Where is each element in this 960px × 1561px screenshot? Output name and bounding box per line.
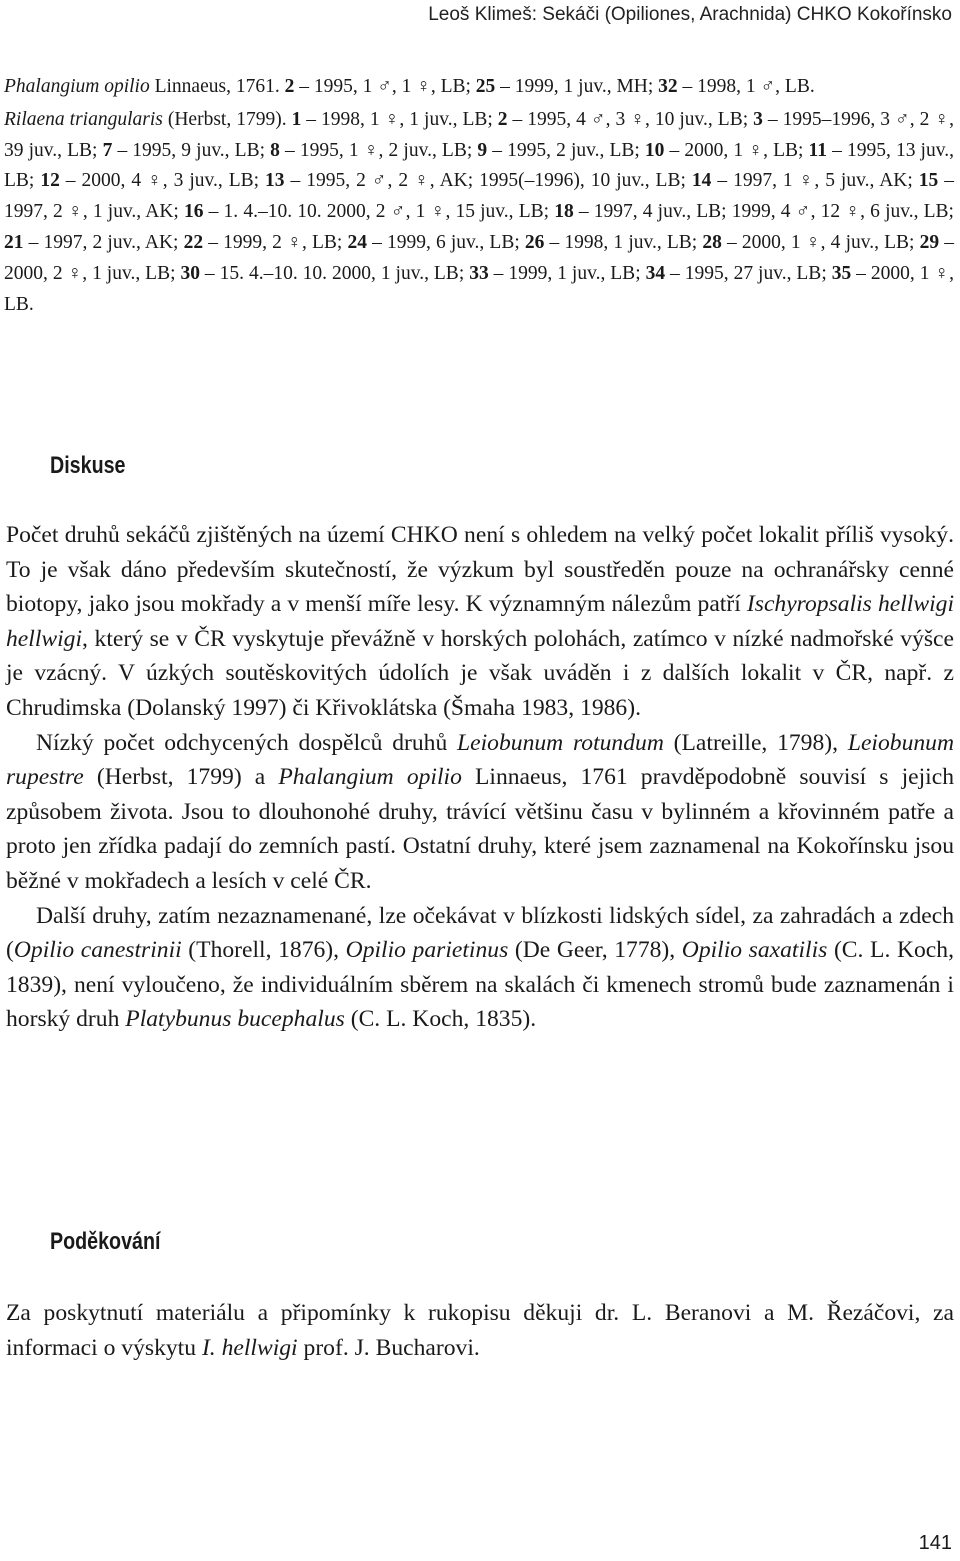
species-name: Opilio parietinus xyxy=(345,937,509,964)
record-detail: – 15. 4.–10. 10. 2000, 1 juv., LB; xyxy=(199,262,470,284)
record-detail: – 2000, 1 ♀, LB; xyxy=(664,139,809,161)
locality-number: 2 xyxy=(497,108,508,130)
locality-number: 14 xyxy=(691,170,712,192)
record-detail: – 2000, 1 ♀, LB. xyxy=(4,262,954,315)
running-header: Leoš Klimeš: Sekáči (Opiliones, Arachnida) CHKO Kokořínsko xyxy=(428,4,952,25)
record-detail: – 2000, 1 ♀, 4 juv., LB; xyxy=(721,231,920,253)
record-detail: – 1999, 1 juv., MH; xyxy=(495,76,659,97)
species-name: Phalangium opilio xyxy=(278,764,462,791)
discussion-paragraph xyxy=(6,726,954,899)
locality-number: 11 xyxy=(808,139,827,161)
locality-number: 34 xyxy=(645,262,666,284)
locality-number: 3 xyxy=(753,108,763,130)
locality-number: 16 xyxy=(184,201,204,223)
species-name: Phalangium opilio xyxy=(4,76,150,97)
species-name: Platybunus bucephalus xyxy=(125,1006,345,1033)
record-detail: – 1995, 4 ♂, 3 ♀, 10 juv., LB; xyxy=(507,108,754,130)
species-record xyxy=(4,72,954,103)
record-detail: – 1997, 1 ♀, 5 juv., AK; xyxy=(711,170,919,192)
locality-number: 29 xyxy=(919,231,940,253)
species-name: Opilio saxatilis xyxy=(681,937,828,964)
acknowledgement-paragraph xyxy=(6,1296,954,1365)
species-name: Rilaena triangularis xyxy=(4,108,163,130)
record-detail: – 1998, 1 juv., LB; xyxy=(544,231,703,253)
text-run: (Herbst, 1799) a xyxy=(83,764,279,791)
locality-number: 9 xyxy=(477,139,488,161)
species-name: Leiobunum rupestre xyxy=(6,729,954,791)
locality-number: 35 xyxy=(831,262,852,284)
locality-number: 18 xyxy=(554,201,574,223)
page-number: 141 xyxy=(918,1532,952,1554)
record-detail: – 2000, 4 ♀, 3 juv., LB; xyxy=(59,170,266,192)
record-detail: – 1995, 1 ♂, 1 ♀, LB; xyxy=(294,76,476,97)
locality-number: 12 xyxy=(40,170,60,192)
locality-number: 15 xyxy=(918,170,939,192)
species-name: Ischyropsalis hellwigi hellwigi xyxy=(6,591,954,652)
text-run: (Latreille, 1798), xyxy=(663,729,848,756)
species-records xyxy=(4,72,954,320)
locality-number: 7 xyxy=(102,139,113,161)
record-detail: – 1998, 1 ♂, LB. xyxy=(677,76,815,97)
text-run: prof. J. Bucharovi. xyxy=(297,1334,480,1361)
record-detail: – 1999, 1 juv., LB; xyxy=(488,262,646,284)
record-detail: – 1995, 27 juv., LB; xyxy=(665,262,832,284)
text-run: Nízký počet odchycených dospělců druhů xyxy=(36,729,458,756)
record-detail: – 1995, 2 juv., LB; xyxy=(487,139,645,161)
text-run: Další druhy, zatím nezaznamenané, lze očekávat v blízkosti lidských sídel, za zahradách a zdech ( xyxy=(6,902,954,964)
record-detail: – 1995, 2 ♂, 2 ♀, AK; 1995(–1996), 10 juv., LB; xyxy=(284,170,692,192)
locality-number: 26 xyxy=(524,231,545,253)
record-detail: – 1999, 2 ♀, LB; xyxy=(203,231,348,253)
discussion-paragraph xyxy=(6,518,954,726)
locality-number: 8 xyxy=(270,139,280,161)
record-detail: – 1995–1996, 3 ♂, 2 ♀, 39 juv., LB; xyxy=(4,108,954,161)
discussion-paragraph xyxy=(6,899,954,1037)
locality-number: 13 xyxy=(265,170,285,192)
section-title-discussion: Diskuse xyxy=(50,452,126,479)
record-detail: – 1995, 13 juv., LB; xyxy=(4,139,954,192)
text-run: (C. L. Koch, 1839), není vyloučeno, že individuálním sběrem na skalách či kmenech stromů bude zaznamenán i horský druh xyxy=(6,937,954,1033)
record-detail: – 1998, 1 ♀, 1 juv., LB; xyxy=(301,108,498,130)
text-run: Za poskytnutí materiálu a připomínky k rukopisu děkuji dr. L. Beranovi a M. Řezáčovi, za informaci o výskytu xyxy=(6,1300,954,1361)
discussion-text xyxy=(6,518,954,1037)
locality-number: 21 xyxy=(4,231,24,253)
section-title-acknowledgements: Poděkování xyxy=(50,1228,161,1255)
record-detail: – 1995, 9 juv., LB; xyxy=(112,139,271,161)
species-name: I. hellwigi xyxy=(201,1334,298,1361)
locality-number: 33 xyxy=(469,262,489,284)
record-detail: – 1995, 1 ♀, 2 juv., LB; xyxy=(279,139,478,161)
text-run: (De Geer, 1778), xyxy=(508,937,682,964)
text-run: Linnaeus, 1761 pravděpodobně souvisí s jejich způsobem života. Jsou to dlouhonohé druhy, trávící většinu času v bylinném a křovinném patře a proto jen zřídka padají do zemních pastí. Ostatní druhy, které jsem zaznamenal na Kokořínsku jsou běžné v mokřadech a lesích v celé ČR. xyxy=(6,764,955,894)
species-name: Opilio canestrinii xyxy=(13,937,182,964)
species-author: Linnaeus, 1761. xyxy=(149,76,285,97)
locality-number: 28 xyxy=(702,231,722,253)
text-run: Počet druhů sekáčů zjištěných na území CHKO není s ohledem na velký počet lokalit příliš vysoký. To je však dáno především skutečností, že výzkum byl soustředěn pouze na ochranářsky cenné biotopy, jako jsou mokřady a v menší míře lesy. K významným nálezům patří xyxy=(6,522,954,618)
locality-number: 2 xyxy=(284,76,295,97)
species-record xyxy=(4,105,954,321)
text-run: , který se v ČR vyskytuje převážně v horských polohách, zatímco v nízké nadmořské výšce je vzácný. V úzkých soutěskovitých údolích je však uváděn i z dalších lokalit v ČR, např. z Chrudimska (Dolanský 1997) či Křivoklátska (Šmaha 1983, 1986). xyxy=(6,625,954,721)
locality-number: 10 xyxy=(644,139,665,161)
locality-number: 1 xyxy=(291,108,302,130)
species-author: (Herbst, 1799). xyxy=(162,108,292,130)
text-run: (Thorell, 1876), xyxy=(181,937,346,964)
record-detail: – 1. 4.–10. 10. 2000, 2 ♂, 1 ♀, 15 juv., LB; xyxy=(203,201,555,223)
record-detail: – 1999, 6 juv., LB; xyxy=(366,231,525,253)
record-detail: – 1997, 4 juv., LB; 1999, 4 ♂, 12 ♀, 6 juv., LB; xyxy=(573,201,954,223)
acknowledgements-text xyxy=(6,1296,954,1365)
locality-number: 25 xyxy=(475,76,496,97)
locality-number: 22 xyxy=(183,231,204,253)
record-detail: – 2000, 2 ♀, 1 juv., LB; xyxy=(4,231,954,284)
locality-number: 30 xyxy=(180,262,200,284)
locality-number: 32 xyxy=(658,76,678,97)
species-name: Leiobunum rotundum xyxy=(457,729,664,756)
record-detail: – 1997, 2 ♀, 1 juv., AK; xyxy=(4,170,955,223)
locality-number: 24 xyxy=(347,231,367,253)
text-run: (C. L. Koch, 1835). xyxy=(344,1006,537,1033)
record-detail: – 1997, 2 juv., AK; xyxy=(23,231,184,253)
